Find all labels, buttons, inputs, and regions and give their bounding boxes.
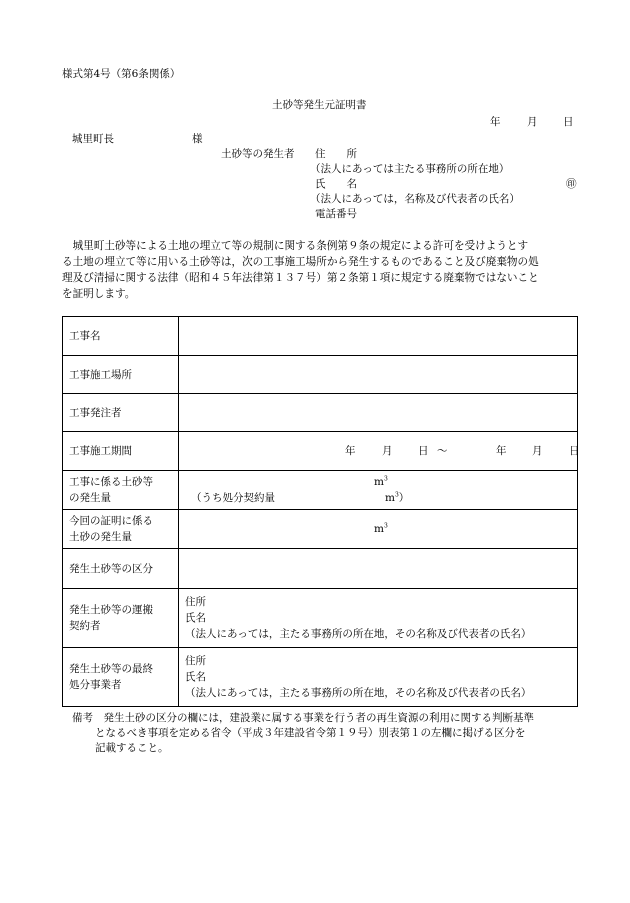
construction-site-label: 工事施工場所 [63, 356, 179, 394]
soil-amount-unit: $m^3$ [374, 475, 388, 488]
addressee: 城里町長 [72, 133, 114, 145]
construction-name-field[interactable] [179, 317, 578, 356]
transport-note: （法人にあっては，主たる事務所の所在地，その名称及び代表者の氏名） [185, 628, 532, 640]
certificate-table [62, 316, 578, 707]
construction-site-field[interactable] [179, 356, 578, 394]
soil-class-field[interactable] [179, 549, 578, 589]
soil-class-label: 発生土砂等の区分 [63, 549, 179, 589]
remarks-label: 備考 [72, 712, 93, 724]
paragraph-line: 理及び清掃に関する法律（昭和４５年法律第１３７号）第２条第１項に規定する廃棄物ではないこと [62, 272, 539, 284]
certified-amount-unit: $m^3$ [374, 522, 388, 535]
label-line: 契約者 [69, 620, 101, 632]
form-number: 様式第4号（第6条関係） [62, 68, 181, 80]
label-line: 工事に係る土砂等 [69, 476, 153, 488]
document-title: 土砂等発生元証明書 [272, 99, 367, 111]
remarks-line: となるべき事項を定める省令（平成３年建設省令第１９号）別表第１の左欄に掲げる区分を [95, 727, 526, 739]
label-line: 処分事業者 [69, 679, 122, 691]
label-line: 今回の証明に係る [69, 515, 153, 527]
remarks-line: 発生土砂の区分の欄には，建設業に属する事業を行う者の再生資源の利用に関する判断基準 [103, 712, 534, 724]
generator-name-note: （法人にあっては，名称及び代表者の氏名） [310, 193, 520, 205]
label-line: 発生土砂等の運搬 [69, 604, 153, 616]
construction-name-label: 工事名 [63, 317, 179, 356]
period-label: 工事施工期間 [63, 432, 179, 471]
honorific: 様 [192, 133, 203, 145]
period-start-month: 月 [382, 445, 393, 457]
paragraph-line: を証明します。 [62, 288, 136, 300]
transport-contractor-label [63, 589, 179, 648]
soil-amount-field[interactable] [179, 471, 578, 510]
remarks [72, 711, 592, 756]
table-row [63, 510, 578, 549]
orderer-field[interactable] [179, 394, 578, 432]
certified-amount-field[interactable] [179, 510, 578, 549]
table-row [63, 471, 578, 510]
table-row [63, 648, 578, 707]
contract-amount-prefix: （うち処分契約量 [191, 492, 275, 504]
generator-role-label: 土砂等の発生者 [221, 148, 295, 160]
generator-address-label: 住 所 [315, 148, 357, 160]
paragraph-line: 城里町土砂等による土地の埋立て等の規制に関する条例第９条の規定による許可を受けようとす [62, 240, 529, 252]
paragraph-line: る土地の埋立て等に用いる土砂等は，次の工事施工場所から発生するものであること及び廃棄物の処 [62, 256, 539, 268]
disposal-operator-field[interactable] [179, 648, 578, 707]
seal-mark: ㊞ [566, 178, 577, 190]
period-start-day: 日 [418, 445, 429, 457]
generator-name-label: 氏 名 [315, 178, 357, 190]
period-end-year: 年 [496, 445, 507, 457]
table-row [63, 394, 578, 432]
date-month-label: 月 [527, 116, 538, 128]
certification-paragraph [62, 238, 582, 302]
remarks-line: 記載すること。 [95, 742, 169, 754]
table-row [63, 356, 578, 394]
table-row [63, 317, 578, 356]
table-row [63, 432, 578, 471]
table-row [63, 589, 578, 648]
period-field[interactable] [179, 432, 578, 471]
contract-amount-unit: $m^3$） [385, 491, 410, 504]
transport-contractor-field[interactable] [179, 589, 578, 648]
disposal-operator-label [63, 648, 179, 707]
period-end-day: 日 [569, 445, 580, 457]
date-year-label: 年 [490, 116, 501, 128]
transport-name-label: 氏名 [185, 612, 206, 624]
orderer-label: 工事発注者 [63, 394, 179, 432]
generator-phone-label: 電話番号 [315, 208, 357, 220]
period-tilde: ～ [437, 445, 448, 457]
label-line: の発生量 [69, 492, 111, 504]
generator-address-note: （法人にあっては主たる事務所の所在地） [310, 163, 510, 175]
period-end-month: 月 [532, 445, 543, 457]
disposal-address-label: 住所 [185, 655, 206, 667]
disposal-name-label: 氏名 [185, 671, 206, 683]
disposal-note: （法人にあっては，主たる事務所の所在地，その名称及び代表者の氏名） [185, 687, 532, 699]
date-day-label: 日 [563, 116, 574, 128]
label-line: 土砂の発生量 [69, 531, 132, 543]
period-start-year: 年 [345, 445, 356, 457]
transport-address-label: 住所 [185, 596, 206, 608]
certified-amount-label [63, 510, 179, 549]
table-row [63, 549, 578, 589]
soil-amount-label [63, 471, 179, 510]
label-line: 発生土砂等の最終 [69, 663, 153, 675]
